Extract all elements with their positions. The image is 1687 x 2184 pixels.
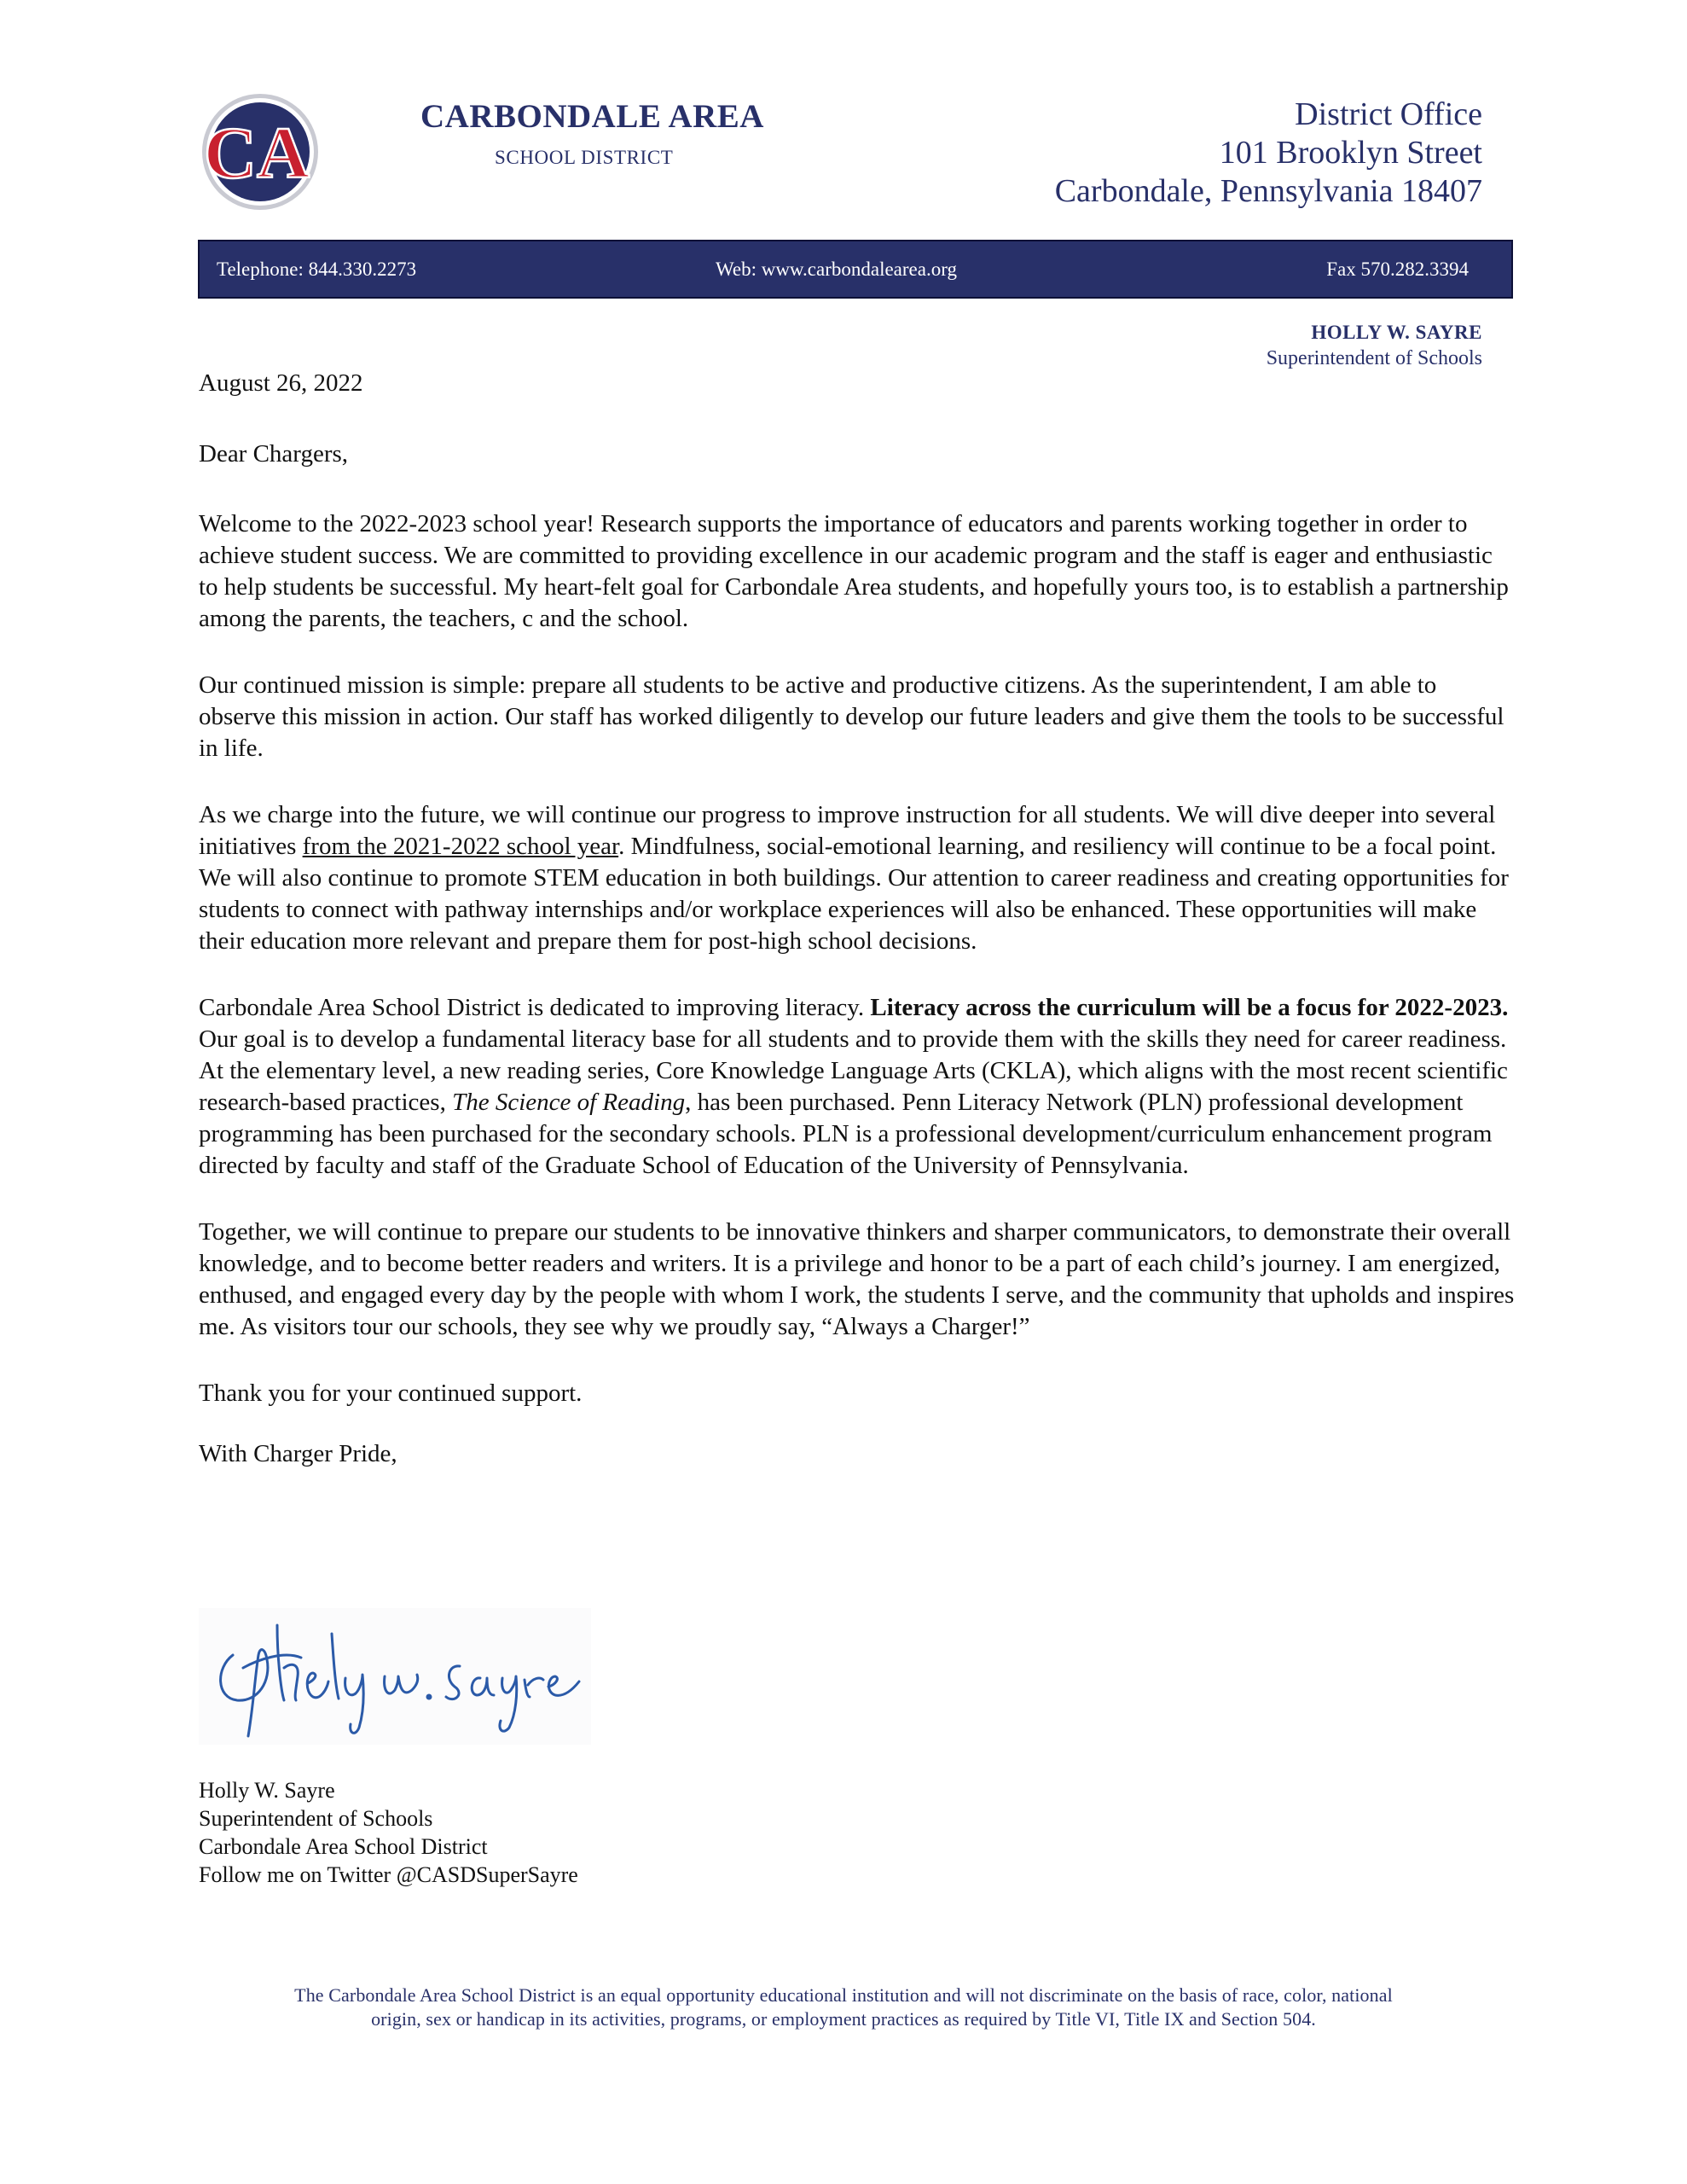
paragraph-initiatives	[199, 799, 1516, 957]
office-street: 101 Brooklyn Street	[1219, 135, 1482, 171]
superintendent-heading	[1267, 321, 1482, 372]
paragraph-literacy	[199, 992, 1516, 1182]
contact-bar	[198, 240, 1513, 299]
telephone: Telephone: 844.330.2273	[217, 258, 417, 280]
science-of-reading-italic: The Science of Reading	[452, 1089, 686, 1116]
paragraph-initiatives-start: As we charge into the future, we will continue our progress to improve instruction for all students. We will dive deeper into several initiatives	[199, 801, 1496, 860]
paragraph-mission: Our continued mission is simple: prepare all students to be active and productive citizens. As the superintendent, I am able to observe this mission in action. Our staff has worked diligently to develop our future leaders and give them the tools to be successful in life.	[199, 671, 1504, 762]
org-name: CARBONDALE AREA	[420, 98, 764, 135]
letter-body	[199, 508, 1516, 1505]
salutation: Dear Chargers,	[199, 440, 349, 468]
initiatives-underlined-text: from the 2021-2022 school year	[302, 833, 619, 860]
literacy-focus-bold: Literacy across the curriculum will be a focus for 2022-2023.	[870, 994, 1509, 1021]
footer-line-2: origin, sex or handicap in its activities, programs, or employment practices as required by Title VI, Title IX and Section 504.	[371, 2008, 1316, 2030]
district-office-address	[1055, 96, 1482, 211]
letter-date: August 26, 2022	[199, 369, 363, 397]
signoff-name: Holly W. Sayre	[199, 1778, 335, 1803]
fax: Fax 570.282.3394	[1326, 258, 1469, 280]
website: Web: www.carbondalearea.org	[716, 258, 957, 280]
superintendent-title: Superintendent of Schools	[1266, 347, 1482, 369]
signoff-block	[199, 1776, 578, 1889]
paragraph-literacy-start: Carbondale Area School District is dedicated to improving literacy.	[199, 994, 871, 1021]
paragraph-together: Together, we will continue to prepare our students to be innovative thinkers and sharper communicators, to demonstrate their overall knowledge, and to become better readers and writers. It is a privilege and honor to be a part of each child’s journey. I am energized, enthused, and engaged every day by the people with whom I work, the students I serve, and the community that upholds and inspires me. As visitors tour our schools, they see why we proudly say, “Always a Charger!”	[199, 1218, 1515, 1340]
paragraph-thanks: Thank you for your continued support.	[199, 1380, 583, 1407]
closing: With Charger Pride,	[199, 1440, 397, 1467]
logo-letters: CA	[203, 112, 310, 194]
paragraph-literacy-end: , has been purchased. Penn Literacy Network (PLN) professional development programming has been purchased for the secondary schools. PLN is a professional development/curriculum enhancement program directed by faculty and staff of the Graduate School of Education of the University of Pennsylvania.	[199, 1089, 1493, 1179]
footer-line-1: The Carbondale Area School District is an equal opportunity educational institution and will not discriminate on the basis of race, color, national	[294, 1984, 1393, 2006]
signoff-twitter: Follow me on Twitter @CASDSuperSayre	[199, 1862, 578, 1887]
handwritten-signature	[199, 1608, 591, 1745]
org-subtitle: SCHOOL DISTRICT	[495, 147, 674, 168]
paragraph-welcome: Welcome to the 2022-2023 school year! Research supports the importance of educators and parents working together in order to achieve student success. We are committed to providing excellence in our academic program and the staff is eager and enthusiastic to help students be successful. My heart-felt goal for Carbondale Area students, and hopefully yours too, is to establish a partnership among the parents, the teachers, c and the school.	[199, 510, 1509, 632]
signoff-title: Superintendent of Schools	[199, 1806, 433, 1831]
superintendent-name: HOLLY W. SAYRE	[1311, 322, 1482, 343]
office-city: Carbondale, Pennsylvania 18407	[1054, 173, 1482, 209]
paragraph-literacy-middle: Our goal is to develop a fundamental literacy base for all students and to provide them with the skills they need for career readiness. At the elementary level, a new reading series, Core Knowledge Language Arts (CKLA), which aligns with the most recent scientific research-based practices,	[199, 1025, 1508, 1116]
paragraph-initiatives-end: . Mindfulness, social-emotional learning, and resiliency will continue to be a focal point. We will also continue to promote STEM education in both buildings. Our attention to career readiness and creating opportunities for students to connect with pathway internships and/or workplace experiences will also be enhanced. These opportunities will make their education more relevant and prepare them for post-high school decisions.	[199, 833, 1509, 955]
office-title: District Office	[1295, 96, 1482, 132]
nondiscrimination-footer	[171, 1984, 1516, 2031]
district-logo	[200, 92, 320, 212]
signoff-district: Carbondale Area School District	[199, 1834, 488, 1859]
